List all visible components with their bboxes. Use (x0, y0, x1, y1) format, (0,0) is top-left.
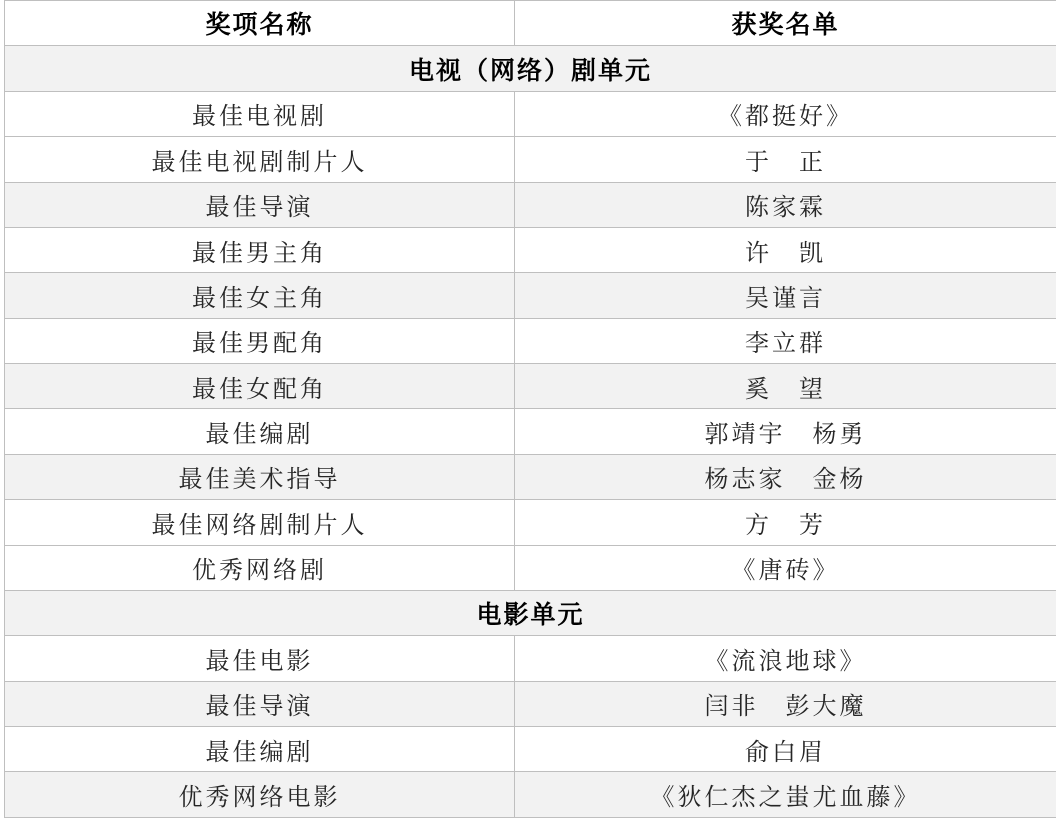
table-row (5, 318, 1056, 363)
award-name: 最佳导演 (5, 681, 515, 726)
award-name: 最佳男配角 (5, 318, 515, 363)
award-name: 最佳网络剧制片人 (5, 500, 515, 545)
winner-name: 闫非 彭大魔 (515, 681, 1056, 726)
section-row-tv (5, 46, 1056, 91)
section-title-film: 电影单元 (5, 590, 1056, 635)
header-award-name: 奖项名称 (5, 1, 515, 46)
award-name: 最佳编剧 (5, 409, 515, 454)
table-row (5, 545, 1056, 590)
winner-name: 奚 望 (515, 364, 1056, 409)
winner-name: 杨志家 金杨 (515, 454, 1056, 499)
award-name: 优秀网络电影 (5, 772, 515, 818)
winner-name: 《都挺好》 (515, 91, 1056, 136)
award-name: 最佳导演 (5, 182, 515, 227)
table-header-row (5, 1, 1056, 46)
award-name: 最佳电视剧制片人 (5, 137, 515, 182)
table-row (5, 273, 1056, 318)
award-name: 最佳女主角 (5, 273, 515, 318)
table-row (5, 681, 1056, 726)
winner-name: 《唐砖》 (515, 545, 1056, 590)
table-row (5, 364, 1056, 409)
winner-name: 吴谨言 (515, 273, 1056, 318)
winner-name: 许 凯 (515, 227, 1056, 272)
award-name: 最佳女配角 (5, 364, 515, 409)
awards-table (4, 0, 1056, 818)
table-row (5, 91, 1056, 136)
award-name: 最佳电影 (5, 636, 515, 681)
winner-name: 俞白眉 (515, 727, 1056, 772)
table-row (5, 454, 1056, 499)
award-name: 最佳男主角 (5, 227, 515, 272)
table-row (5, 182, 1056, 227)
winner-name: 于 正 (515, 137, 1056, 182)
winner-name: 《狄仁杰之蚩尤血藤》 (515, 772, 1056, 818)
table-row (5, 137, 1056, 182)
table-row (5, 227, 1056, 272)
table-row (5, 727, 1056, 772)
award-name: 最佳电视剧 (5, 91, 515, 136)
table-row (5, 500, 1056, 545)
winner-name: 方 芳 (515, 500, 1056, 545)
section-row-film (5, 590, 1056, 635)
header-winner-list: 获奖名单 (515, 1, 1056, 46)
winner-name: 陈家霖 (515, 182, 1056, 227)
award-name: 最佳美术指导 (5, 454, 515, 499)
winner-name: 《流浪地球》 (515, 636, 1056, 681)
table-row (5, 409, 1056, 454)
table-row (5, 772, 1056, 818)
table-row (5, 636, 1056, 681)
award-name: 优秀网络剧 (5, 545, 515, 590)
section-title-tv: 电视（网络）剧单元 (5, 46, 1056, 91)
winner-name: 李立群 (515, 318, 1056, 363)
award-name: 最佳编剧 (5, 727, 515, 772)
winner-name: 郭靖宇 杨勇 (515, 409, 1056, 454)
